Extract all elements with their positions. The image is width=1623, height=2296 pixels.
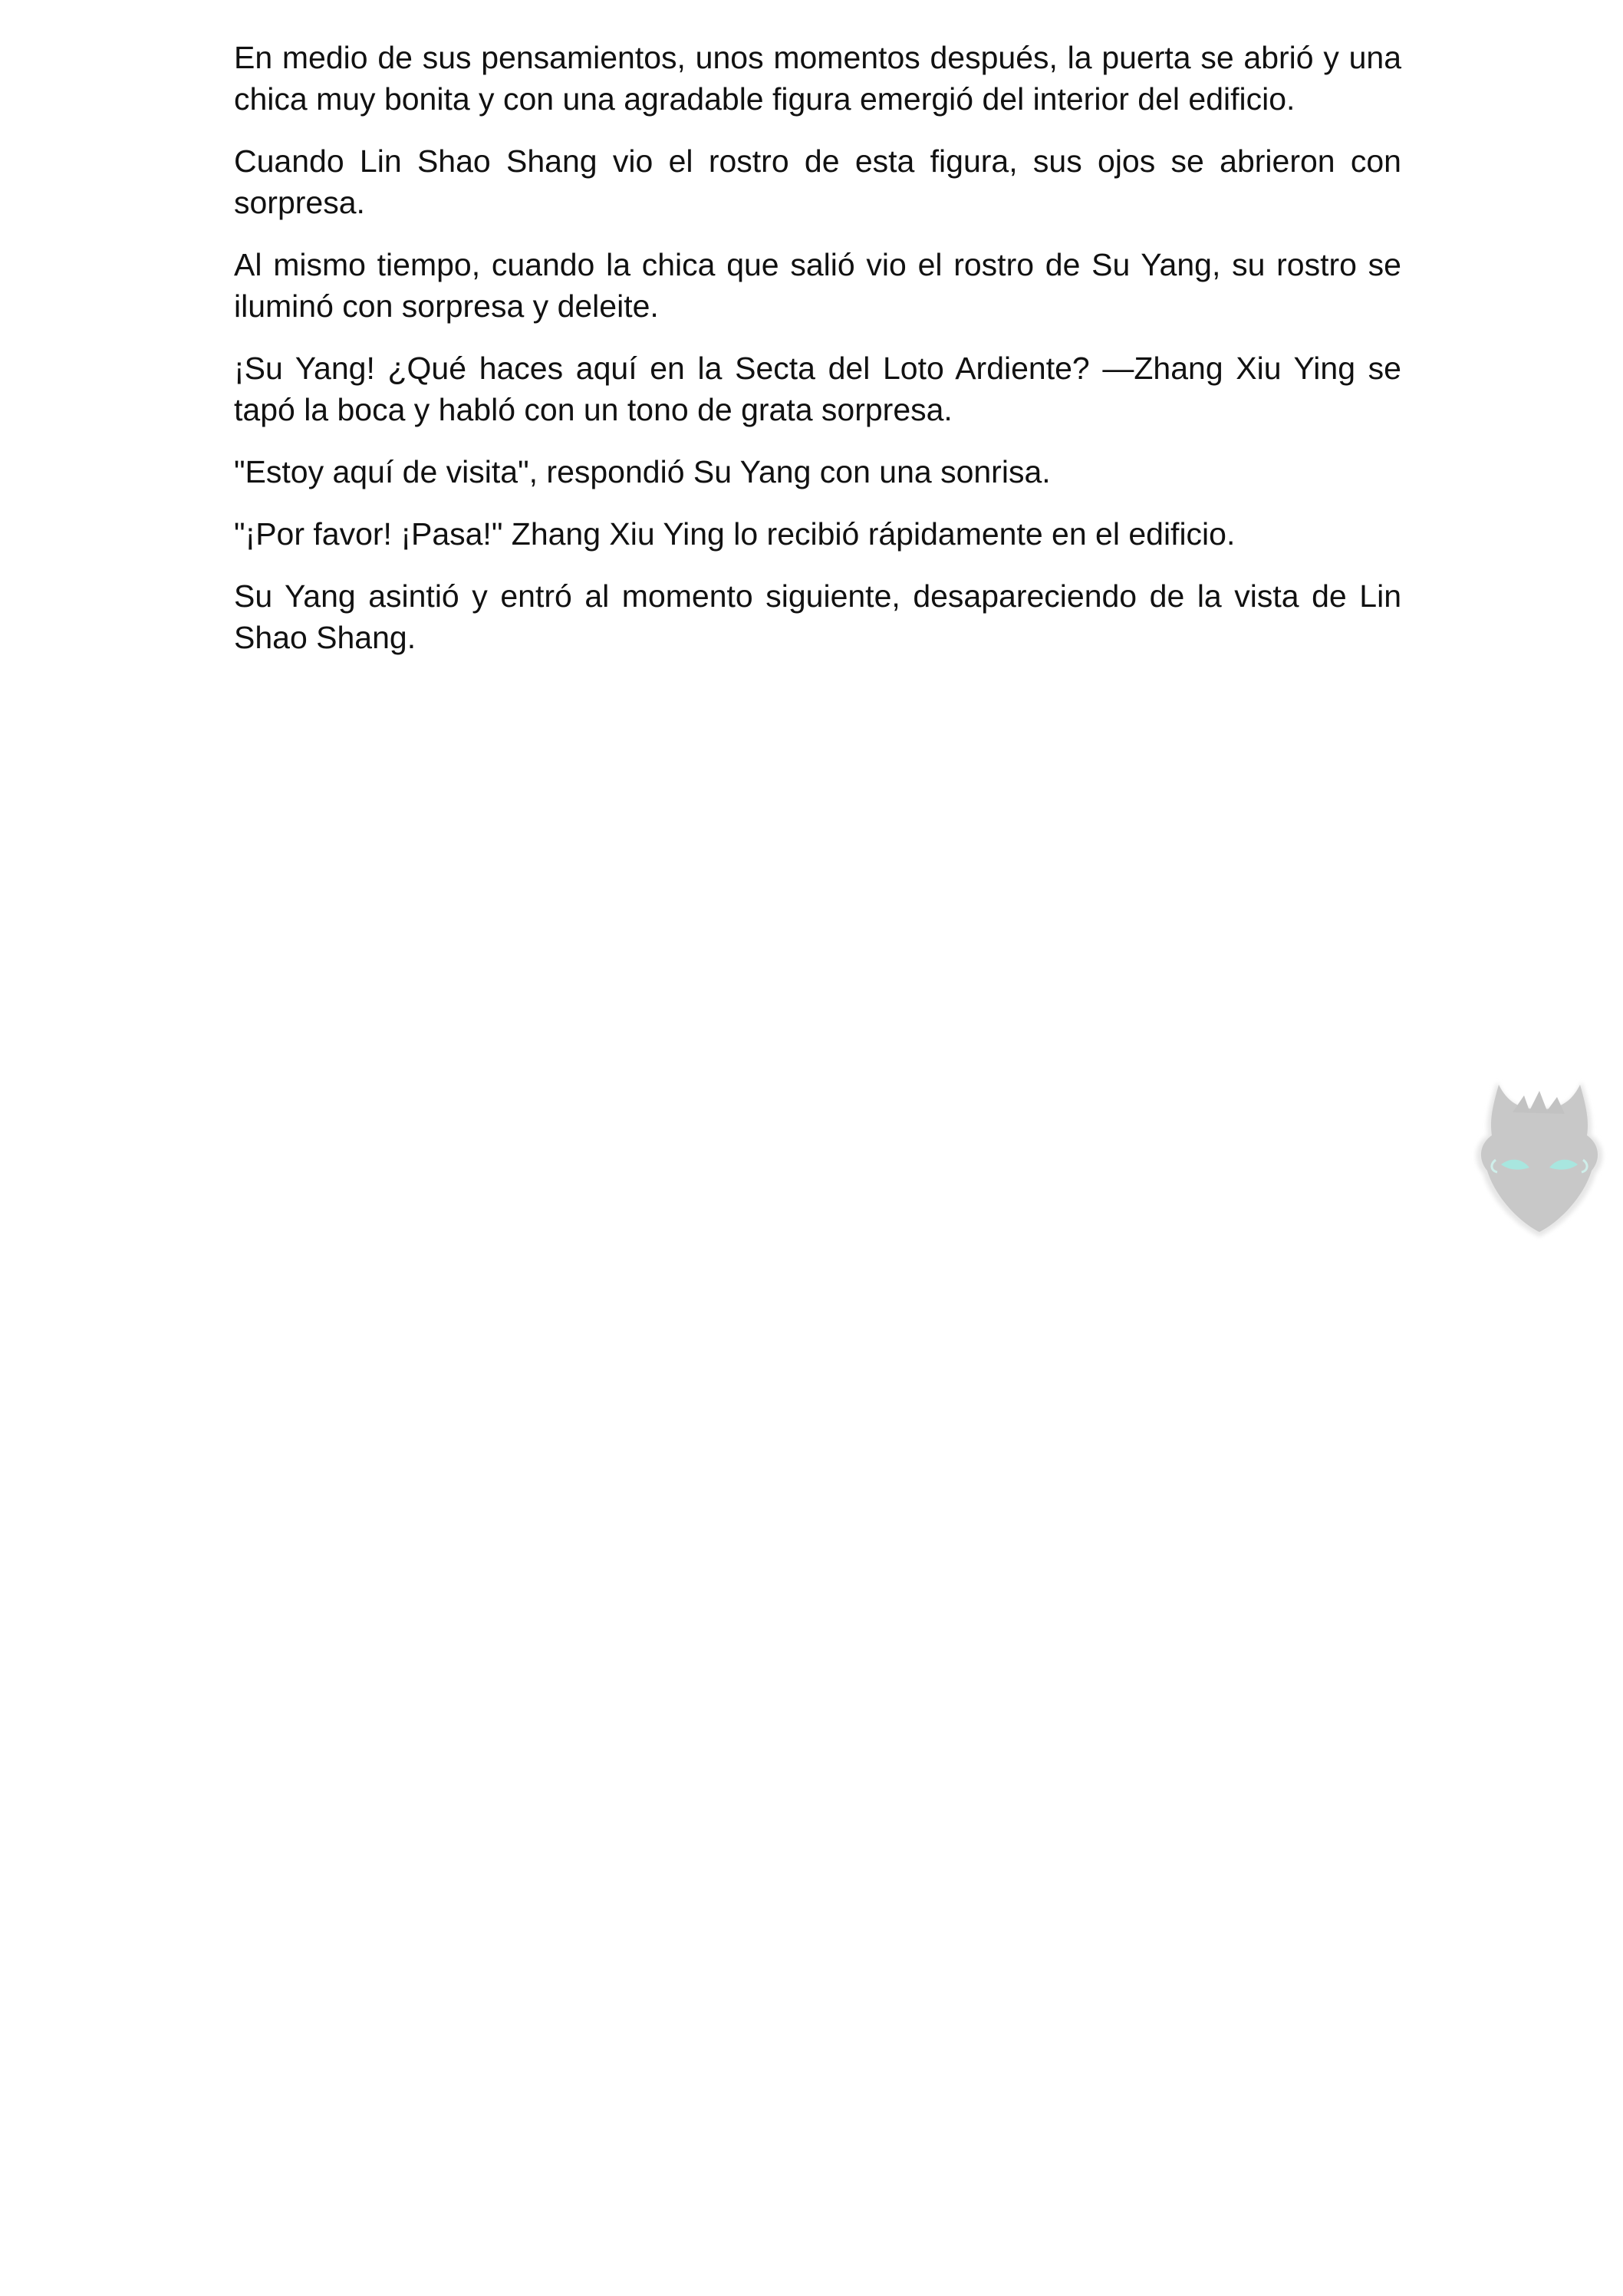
paragraph-7: Su Yang asintió y entró al momento siguiente, desapareciendo de la vista de Lin Shao Shang. (234, 578, 1401, 655)
paragraph-1: En medio de sus pensamientos, unos momentos después, la puerta se abrió y una chica muy bonita y con una agradable figura emergió del interior del edificio. (234, 40, 1401, 117)
document-body (234, 37, 1401, 679)
paragraph-2: Cuando Lin Shao Shang vio el rostro de esta figura, sus ojos se abrieron con sorpresa. (234, 143, 1401, 220)
paragraph-4: ¡Su Yang! ¿Qué haces aquí en la Secta del Loto Ardiente? —Zhang Xiu Ying se tapó la boca y habló con un tono de grata sorpresa. (234, 351, 1401, 427)
paragraph-6: "¡Por favor! ¡Pasa!" Zhang Xiu Ying lo recibió rápidamente en el edificio. (234, 516, 1236, 552)
demon-head-logo-icon (1467, 1074, 1612, 1243)
paragraph-5: "Estoy aquí de visita", respondió Su Yang con una sonrisa. (234, 454, 1051, 489)
paragraph-3: Al mismo tiempo, cuando la chica que salió vio el rostro de Su Yang, su rostro se iluminó con sorpresa y deleite. (234, 247, 1401, 324)
